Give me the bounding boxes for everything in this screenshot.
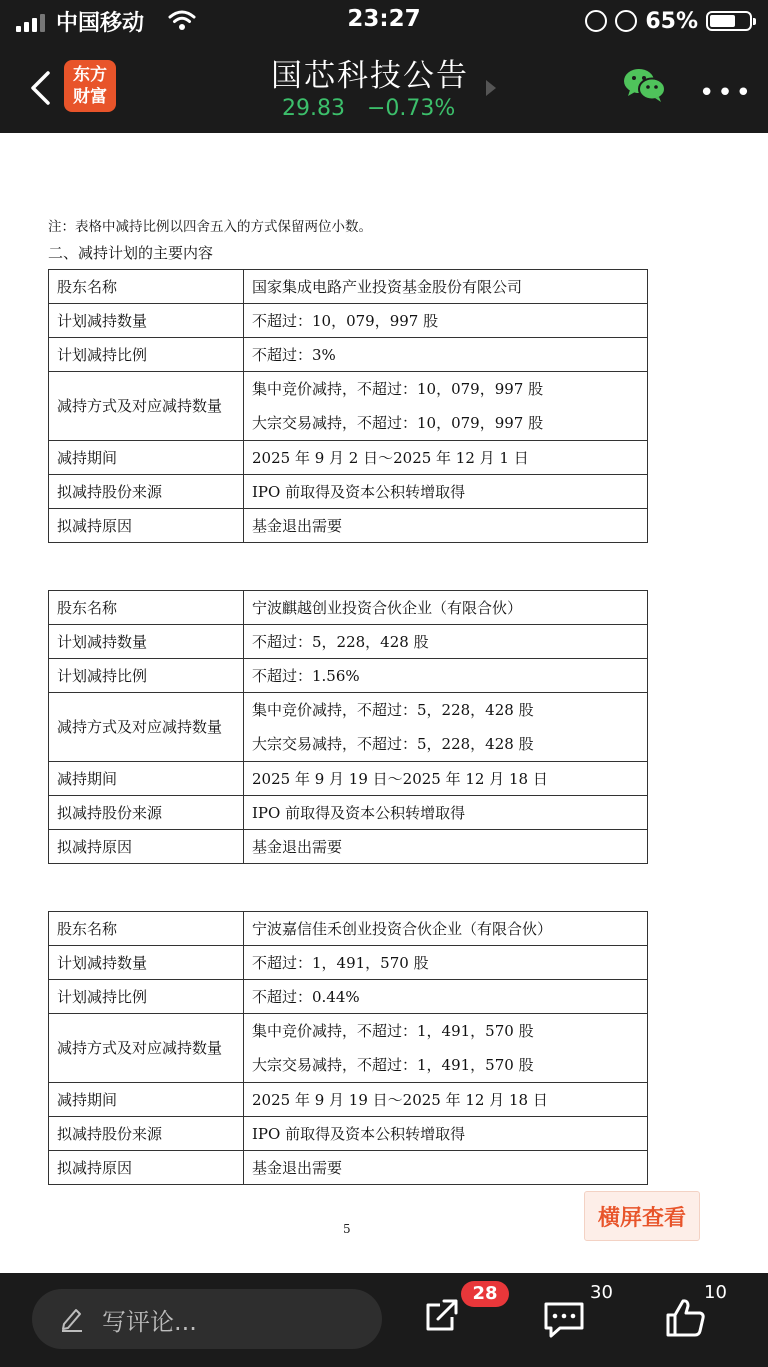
table-row [49, 270, 648, 304]
comment-icon[interactable] [542, 1299, 586, 1339]
table-value-line2: 大宗交易减持，不超过：10，079，997 股 [252, 414, 544, 432]
alarm-icon [615, 10, 637, 32]
pen-icon [60, 1306, 84, 1332]
table-value: 2025 年 9 月 19 日～2025 年 12 月 18 日 [244, 1083, 648, 1117]
table-value [244, 1014, 648, 1083]
table-value: 基金退出需要 [244, 830, 648, 864]
comment-count: 30 [590, 1282, 613, 1303]
announcement-document [0, 133, 768, 1273]
table-key: 拟减持股份来源 [49, 475, 244, 509]
table-key: 计划减持数量 [49, 946, 244, 980]
stock-quote[interactable] [282, 96, 455, 121]
reduction-plan-table-3 [48, 911, 648, 1185]
carrier-name: 中国移动 [56, 11, 145, 36]
table-row [49, 796, 648, 830]
stock-price: 29.83 [282, 96, 345, 121]
table-note: 注：表格中减持比例以四舍五入的方式保留两位小数。 [48, 219, 372, 235]
table-value: 2025 年 9 月 19 日～2025 年 12 月 18 日 [244, 762, 648, 796]
table-row [49, 372, 648, 441]
table-key: 拟减持原因 [49, 1151, 244, 1185]
table-value: 基金退出需要 [244, 509, 648, 543]
like-icon[interactable] [664, 1297, 708, 1339]
status-bar [0, 0, 768, 44]
table-value: 不超过：3% [244, 338, 648, 372]
table-key: 计划减持比例 [49, 338, 244, 372]
table-key: 拟减持原因 [49, 830, 244, 864]
table-value: 宁波麒越创业投资合伙企业（有限合伙） [244, 591, 648, 625]
table-value-line1: 集中竞价减持，不超过：10，079，997 股 [252, 380, 544, 398]
landscape-view-button[interactable]: 横屏查看 [584, 1191, 700, 1241]
wechat-share-icon[interactable] [622, 66, 668, 104]
table-value: 国家集成电路产业投资基金股份有限公司 [244, 270, 648, 304]
battery-percent: 65% [645, 8, 698, 34]
reduction-plan-table-2 [48, 590, 648, 864]
table-value-line2: 大宗交易减持，不超过：5，228，428 股 [252, 735, 534, 753]
bottom-action-bar [0, 1273, 768, 1367]
table-key: 拟减持股份来源 [49, 1117, 244, 1151]
logo-text-line1: 东方 [73, 65, 107, 85]
table-key: 股东名称 [49, 591, 244, 625]
page-title: 国芯科技公告 [271, 58, 469, 94]
table-key: 拟减持股份来源 [49, 796, 244, 830]
table-key: 股东名称 [49, 912, 244, 946]
table-key: 减持期间 [49, 762, 244, 796]
table-key: 减持方式及对应减持数量 [49, 372, 244, 441]
table-key: 计划减持数量 [49, 625, 244, 659]
table-key: 减持方式及对应减持数量 [49, 693, 244, 762]
table-row [49, 762, 648, 796]
table-value: 不超过：1.56% [244, 659, 648, 693]
table-row [49, 338, 648, 372]
table-row [49, 475, 648, 509]
table-value-line1: 集中竞价减持，不超过：5，228，428 股 [252, 701, 534, 719]
table-value [244, 693, 648, 762]
reduction-plan-table-1 [48, 269, 648, 543]
comment-input[interactable] [32, 1289, 382, 1349]
table-value-line1: 集中竞价减持，不超过：1，491，570 股 [252, 1022, 534, 1040]
quote-arrow-icon[interactable] [486, 80, 496, 96]
table-row [49, 980, 648, 1014]
table-value: 不超过：5，228，428 股 [244, 625, 648, 659]
rotation-lock-icon [585, 10, 607, 32]
table-value: 不超过：10，079，997 股 [244, 304, 648, 338]
table-key: 股东名称 [49, 270, 244, 304]
table-value: IPO 前取得及资本公积转增取得 [244, 1117, 648, 1151]
logo-text-line2: 财富 [73, 87, 107, 107]
stock-change: −0.73% [366, 96, 456, 121]
table-key: 减持方式及对应减持数量 [49, 1014, 244, 1083]
table-key: 计划减持数量 [49, 304, 244, 338]
table-row [49, 1151, 648, 1185]
page-number: 5 [343, 1222, 351, 1236]
table-key: 减持期间 [49, 1083, 244, 1117]
table-key: 计划减持比例 [49, 980, 244, 1014]
table-key: 计划减持比例 [49, 659, 244, 693]
table-row [49, 304, 648, 338]
table-row [49, 625, 648, 659]
share-badge: 28 [461, 1281, 509, 1307]
table-value: 宁波嘉信佳禾创业投资合伙企业（有限合伙） [244, 912, 648, 946]
table-value: 不超过：0.44% [244, 980, 648, 1014]
table-row [49, 693, 648, 762]
table-row [49, 1083, 648, 1117]
table-value [244, 372, 648, 441]
top-bar [0, 0, 768, 133]
table-row [49, 830, 648, 864]
table-value: 2025 年 9 月 2 日～2025 年 12 月 1 日 [244, 441, 648, 475]
comment-placeholder: 写评论... [102, 1307, 197, 1336]
section-title: 二、减持计划的主要内容 [48, 244, 214, 262]
table-row [49, 509, 648, 543]
like-count: 10 [704, 1282, 727, 1303]
table-row [49, 912, 648, 946]
status-time: 23:27 [347, 6, 421, 32]
table-key: 减持期间 [49, 441, 244, 475]
share-icon[interactable] [422, 1295, 462, 1335]
table-value: IPO 前取得及资本公积转增取得 [244, 475, 648, 509]
battery-icon [706, 11, 752, 31]
table-row [49, 591, 648, 625]
table-value: 基金退出需要 [244, 1151, 648, 1185]
more-icon[interactable]: ••• [699, 78, 755, 108]
table-row [49, 1117, 648, 1151]
table-key: 拟减持原因 [49, 509, 244, 543]
table-row [49, 946, 648, 980]
table-value: 不超过：1，491，570 股 [244, 946, 648, 980]
table-row [49, 441, 648, 475]
table-row [49, 659, 648, 693]
table-value-line2: 大宗交易减持，不超过：1，491，570 股 [252, 1056, 534, 1074]
table-row [49, 1014, 648, 1083]
table-value: IPO 前取得及资本公积转增取得 [244, 796, 648, 830]
